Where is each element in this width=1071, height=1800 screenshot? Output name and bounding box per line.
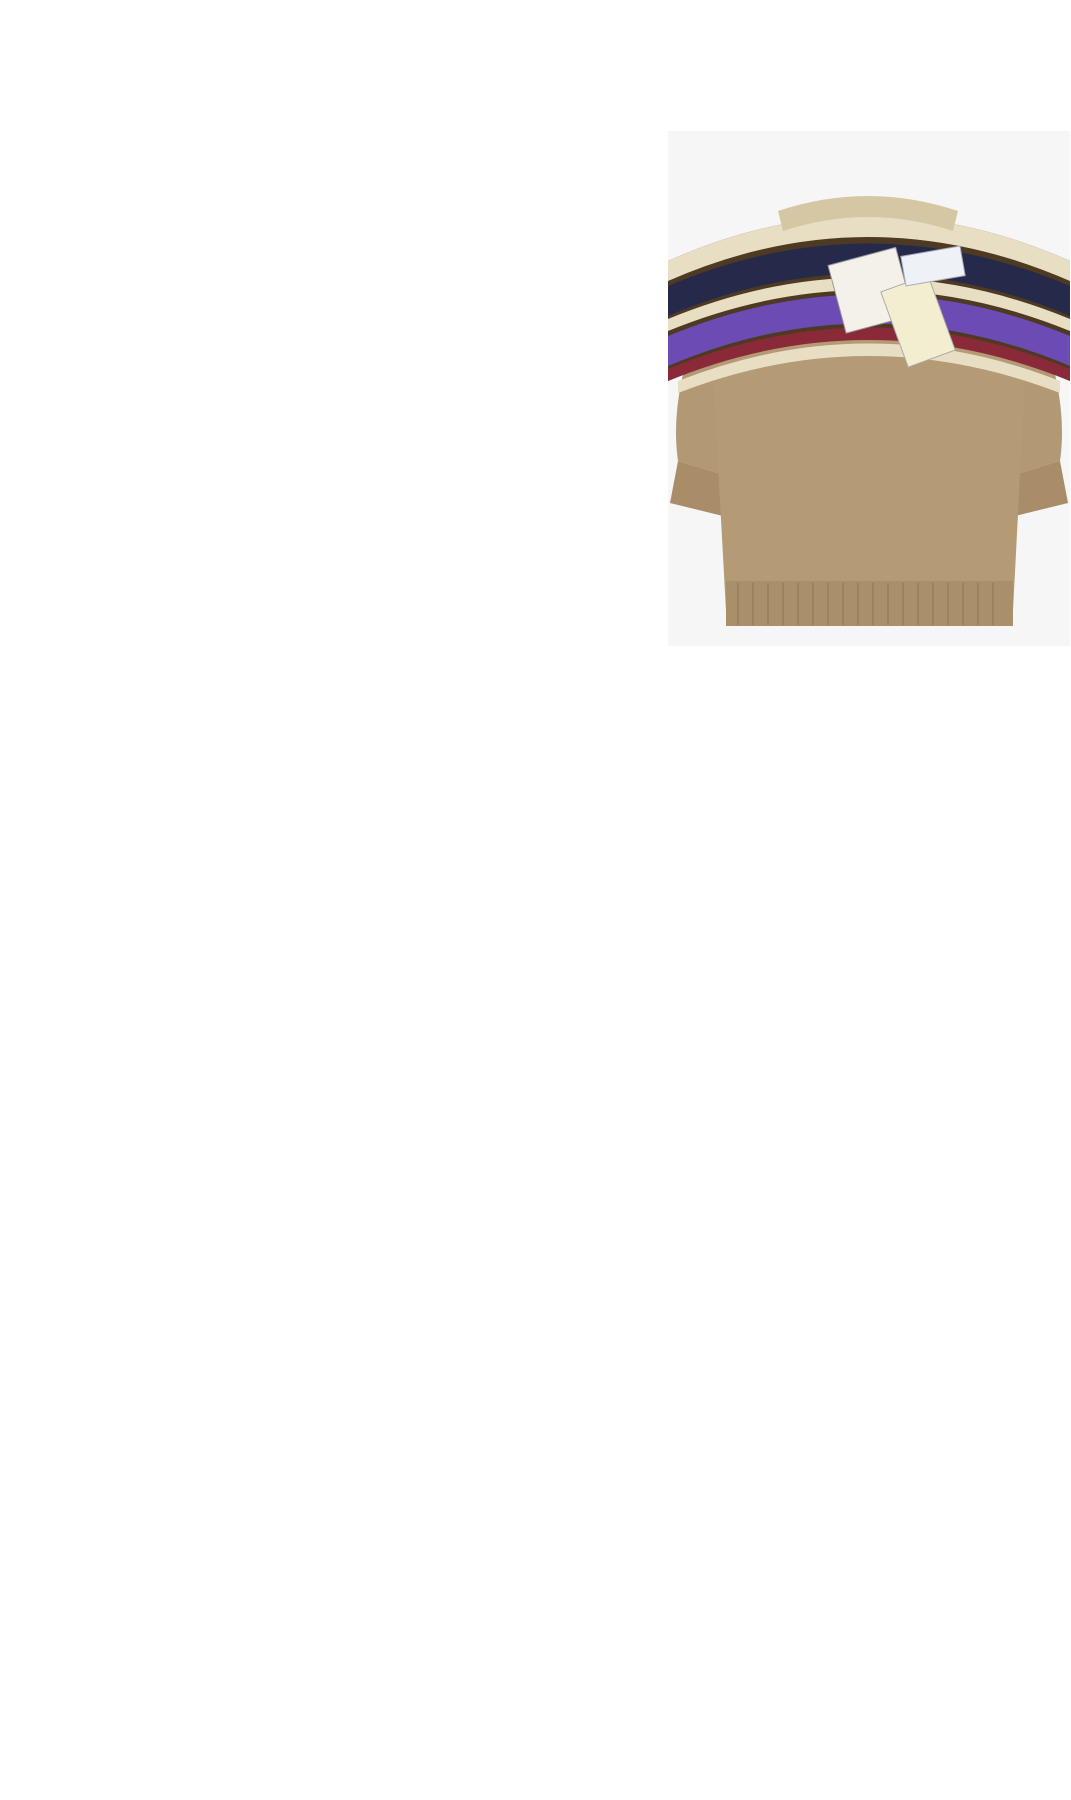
sweater-image — [668, 131, 1070, 646]
sweater-photo — [668, 131, 1070, 646]
